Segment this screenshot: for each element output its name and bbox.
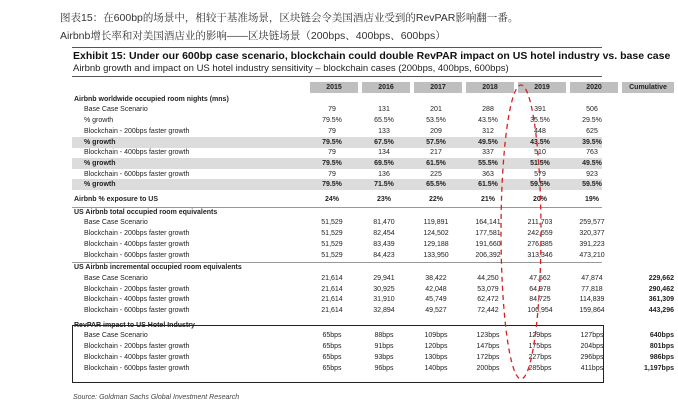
- cell-2020: 625: [586, 127, 598, 135]
- cell-2015: 79: [328, 106, 336, 114]
- highlight-oval-2020: [498, 82, 544, 382]
- cell-2017: 129,188: [423, 240, 449, 248]
- cell-2020: 923: [586, 170, 598, 178]
- cell-2015: 65bps: [322, 343, 342, 351]
- row-label: Base Case Scenario: [84, 332, 148, 340]
- cell-2015: 24%: [324, 196, 339, 203]
- cell-2020: 296bps: [580, 353, 604, 361]
- cell-2020: 320,377: [579, 230, 605, 238]
- cell-2019: 64,978: [529, 285, 551, 293]
- cell-2018: 363: [482, 170, 494, 178]
- row-label: Blockchain - 200bps faster growth: [84, 127, 190, 135]
- cell-2016: 67.5%: [374, 138, 394, 146]
- cell-2019: 129bps: [528, 332, 552, 340]
- cell-2019: 391: [534, 106, 546, 114]
- cell-2019: 106,954: [527, 307, 553, 314]
- cell-2017: 120bps: [424, 343, 448, 351]
- cell-2017: 65.5%: [426, 181, 446, 189]
- cell-cumulative: 640bps: [649, 332, 674, 340]
- cell-2018: 62,472: [477, 296, 499, 304]
- cell-2018: 337: [482, 149, 494, 157]
- cell-2016: 65.5%: [374, 117, 394, 125]
- cell-2018: 172bps: [476, 353, 500, 361]
- cell-2017: 217: [430, 149, 442, 157]
- cell-cumulative: 1,197bps: [644, 364, 674, 372]
- cell-2015: 79.5%: [322, 159, 342, 167]
- cell-2015: 65bps: [322, 332, 342, 340]
- cell-2019: 242,559: [527, 230, 553, 238]
- cell-2017: 45,749: [425, 296, 447, 304]
- row-label: Airbnb worldwide occupied room nights (mns): [74, 95, 229, 103]
- cell-2017: 22%: [428, 196, 443, 203]
- cell-2017: 119,891: [423, 219, 449, 227]
- cell-2019: 51.5%: [530, 159, 550, 167]
- row-label: Base Case Scenario: [84, 274, 148, 282]
- cell-2019: 211,703: [527, 219, 553, 227]
- cell-2016: 82,454: [373, 230, 395, 238]
- cell-2018: 191,660: [475, 240, 501, 248]
- row-label: Blockchain - 200bps faster growth: [84, 343, 190, 351]
- cell-2015: 79: [328, 127, 336, 135]
- cell-2016: 91bps: [374, 343, 394, 351]
- row-label: Blockchain - 600bps faster growth: [84, 364, 190, 372]
- cell-2018: 43.5%: [478, 117, 498, 125]
- caption-line-1: 图表15：在600bp的场景中，相较于基准场景，区块链会令美国酒店业受到的RevPAR影响翻一番。: [60, 12, 519, 24]
- cell-2018: 61.5%: [478, 181, 498, 189]
- cell-2018: 55.5%: [478, 159, 498, 167]
- cell-2017: 42,048: [425, 285, 447, 293]
- cell-2020: 204bps: [580, 343, 604, 351]
- cell-2019: 510: [534, 149, 546, 157]
- cell-2019: 59.5%: [530, 181, 550, 189]
- cell-2017: 124,502: [423, 230, 449, 238]
- cell-2016: 32,894: [373, 307, 395, 314]
- cell-2016: 23%: [376, 196, 391, 203]
- cell-2016: 84,423: [373, 251, 395, 259]
- cell-2018: 21%: [480, 196, 495, 203]
- cell-cumulative: 986bps: [649, 353, 674, 361]
- cell-2015: 79.5%: [322, 181, 342, 189]
- cell-2019: 285bps: [528, 364, 552, 372]
- cell-2017: 53.5%: [426, 117, 446, 125]
- cell-2020: 159,864: [579, 307, 605, 314]
- row-label: Blockchain - 400bps faster growth: [84, 353, 190, 361]
- cell-2015: 79.5%: [322, 138, 342, 146]
- cell-2016: 29,941: [373, 274, 395, 282]
- year-header-2015: 2015: [310, 82, 358, 93]
- exhibit-subtitle: Airbnb growth and impact on US hotel industry sensitivity – blockchain cases (200bps, 400bps, 600bps): [73, 63, 509, 74]
- row-label: Blockchain - 200bps faster growth: [84, 285, 190, 293]
- cell-2015: 51,529: [321, 230, 343, 238]
- cell-2017: 49,527: [425, 307, 447, 314]
- cell-2016: 93bps: [374, 353, 394, 361]
- row-label: % growth: [84, 117, 114, 125]
- cell-2015: 21,614: [321, 285, 343, 293]
- cell-2020: 47,874: [581, 274, 603, 282]
- cell-2016: 134: [378, 149, 390, 157]
- cell-2015: 79.5%: [322, 117, 342, 125]
- row-label: US Airbnb total occupied room equivalents: [74, 208, 218, 216]
- cell-2020: 259,577: [579, 219, 605, 227]
- cell-2015: 79: [328, 149, 336, 157]
- cell-2015: 51,529: [321, 240, 343, 248]
- cell-cumulative: 290,462: [648, 285, 674, 293]
- cell-2016: 30,925: [373, 285, 395, 293]
- cell-2016: 81,470: [373, 219, 395, 227]
- cell-2020: 29.5%: [582, 117, 602, 125]
- year-header-2019: 2019: [518, 82, 566, 93]
- cell-2018: 49.5%: [478, 138, 498, 146]
- year-header-2018: 2018: [466, 82, 514, 93]
- cell-cumulative: 361,309: [648, 296, 674, 304]
- cell-2016: 69.5%: [374, 159, 394, 167]
- cell-2016: 136: [378, 170, 390, 178]
- cell-2020: 59.5%: [582, 181, 602, 189]
- cell-2018: 164,141: [475, 219, 501, 227]
- cell-2019: 276,385: [527, 240, 553, 248]
- cell-2020: 391,223: [579, 240, 605, 248]
- cumulative-header: Cumulative: [622, 82, 674, 93]
- cell-2020: 39.5%: [582, 138, 602, 146]
- cell-2018: 288: [482, 106, 494, 114]
- cell-2015: 51,529: [321, 219, 343, 227]
- subtitle-rule: [72, 76, 602, 77]
- row-label: % growth: [84, 181, 116, 189]
- cell-2019: 227bps: [528, 353, 552, 361]
- cell-2017: 140bps: [424, 364, 448, 372]
- cell-2019: 20%: [532, 196, 547, 203]
- row-label: Base Case Scenario: [84, 106, 148, 114]
- cell-2018: 206,392: [475, 251, 501, 259]
- row-label: RevPAR impact to US Hotel Industry: [74, 321, 195, 329]
- cell-2015: 21,614: [321, 307, 343, 314]
- cell-cumulative: 229,662: [648, 274, 674, 282]
- row-label: Blockchain - 400bps faster growth: [84, 149, 190, 157]
- cell-2020: 506: [586, 106, 598, 114]
- cell-2019: 84,725: [529, 296, 551, 304]
- cell-2016: 88bps: [374, 332, 394, 340]
- cell-2018: 53,079: [477, 285, 499, 293]
- caption-line-2: Airbnb增长率和对美国酒店业的影响——区块链场景（200bps、400bps、600bps）: [60, 30, 446, 42]
- year-header-2016: 2016: [362, 82, 410, 93]
- row-label: Blockchain - 600bps faster growth: [84, 170, 190, 178]
- cell-2017: 109bps: [424, 332, 448, 340]
- year-header-2020: 2020: [570, 82, 618, 93]
- cell-2015: 79: [328, 170, 336, 178]
- cell-2017: 61.5%: [426, 159, 446, 167]
- cell-2020: 473,210: [579, 251, 605, 259]
- row-label: Airbnb % exposure to US: [74, 196, 159, 203]
- cell-2019: 175bps: [528, 343, 552, 351]
- cell-2017: 130bps: [424, 353, 448, 361]
- cell-cumulative: 801bps: [649, 343, 674, 351]
- row-label: Blockchain - 400bps faster growth: [84, 296, 190, 304]
- cell-2020: 49.5%: [582, 159, 602, 167]
- source-note: Source: Goldman Sachs Global Investment Research: [73, 394, 240, 401]
- cell-2020: 19%: [584, 196, 599, 203]
- cell-2019: 43.5%: [530, 138, 550, 146]
- cell-2017: 201: [430, 106, 442, 114]
- year-header-2017: 2017: [414, 82, 462, 93]
- cell-2018: 147bps: [476, 343, 500, 351]
- cell-2015: 65bps: [322, 364, 342, 372]
- cell-2018: 312: [482, 127, 494, 135]
- row-label: Blockchain - 400bps faster growth: [84, 240, 190, 248]
- cell-2016: 131: [378, 106, 390, 114]
- cell-2016: 96bps: [374, 364, 394, 372]
- row-label: Blockchain - 600bps faster growth: [84, 251, 190, 259]
- cell-2019: 47,562: [529, 274, 551, 282]
- cell-2015: 51,529: [321, 251, 343, 259]
- row-label: US Airbnb incremental occupied room equivalents: [74, 264, 242, 272]
- cell-cumulative: 443,296: [648, 307, 674, 314]
- cell-2018: 72,442: [477, 307, 499, 314]
- cell-2015: 21,614: [321, 296, 343, 304]
- cell-2020: 77,818: [581, 285, 603, 293]
- cell-2016: 71.5%: [374, 181, 394, 189]
- cell-2019: 448: [534, 127, 546, 135]
- cell-2020: 114,839: [579, 296, 605, 304]
- row-label: Blockchain - 600bps faster growth: [84, 307, 190, 314]
- cell-2020: 127bps: [580, 332, 604, 340]
- cell-2020: 411bps: [580, 364, 604, 372]
- cell-2019: 313,346: [527, 251, 553, 259]
- row-label: % growth: [84, 159, 116, 167]
- cell-2018: 177,581: [475, 230, 501, 238]
- cell-2019: 579: [534, 170, 546, 178]
- cell-2018: 44,250: [477, 274, 499, 282]
- row-label: Base Case Scenario: [84, 219, 148, 227]
- cell-2016: 31,910: [373, 296, 395, 304]
- cell-2017: 57.5%: [426, 138, 446, 146]
- cell-2019: 35.5%: [530, 117, 550, 125]
- cell-2020: 763: [586, 149, 598, 157]
- cell-2017: 38,422: [425, 274, 447, 282]
- cell-2016: 83,439: [373, 240, 395, 248]
- cell-2015: 21,614: [321, 274, 343, 282]
- row-label: % growth: [84, 138, 116, 146]
- cell-2015: 65bps: [322, 353, 342, 361]
- cell-2018: 123bps: [476, 332, 500, 340]
- cell-2017: 209: [430, 127, 442, 135]
- cell-2017: 225: [430, 170, 442, 178]
- cell-2018: 200bps: [476, 364, 500, 372]
- title-rule: [72, 47, 602, 48]
- exhibit-title: Exhibit 15: Under our 600bp case scenario, blockchain could double RevPAR impact on US hotel industry vs. base case: [73, 50, 671, 62]
- row-label: Blockchain - 200bps faster growth: [84, 230, 190, 238]
- cell-2017: 133,950: [423, 251, 449, 259]
- cell-2016: 133: [378, 127, 390, 135]
